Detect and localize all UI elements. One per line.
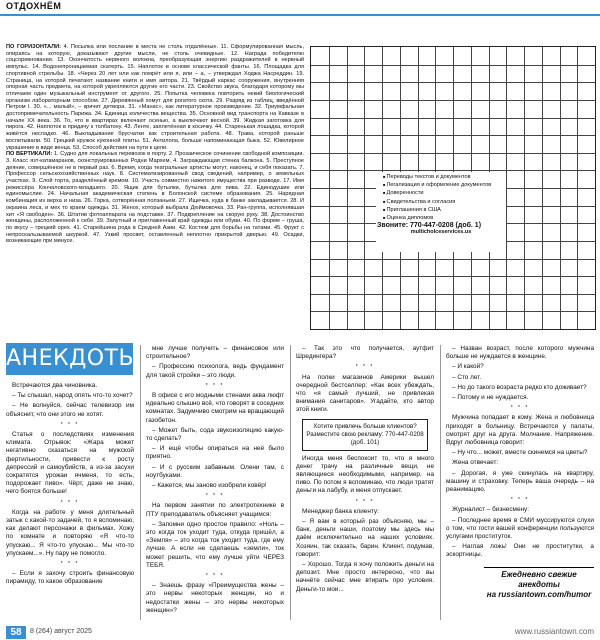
joke-line: – И какой? [452, 363, 484, 371]
ad-item: ■ Приглашения в США [383, 206, 505, 214]
column-divider [440, 345, 441, 620]
joke-line: Жена отвечает: [452, 459, 499, 467]
joke-line: – Не волнуйся, сейчас телевизор им объяснит, что они этого не хотят. [6, 402, 134, 418]
joke-line: – Так это что получается, аутфит Шредингера? [296, 345, 434, 361]
joke-line: – Сто лет. [452, 373, 482, 381]
joke-line: На первом занятии по электротехнике в ПТУ преподаватель объясняет учащимся: [146, 502, 284, 518]
joke-separator: * * * [205, 493, 225, 500]
joke-line: – Потому и не нуждается. [452, 394, 529, 402]
joke-separator: * * * [60, 561, 80, 568]
joke-line: Журналист – бизнесмену: [452, 506, 530, 514]
issue-label: 8 (264) август 2025 [30, 628, 92, 635]
joke-line: – Назван возраст, после которого мужчина больше не нуждается в женщине. [446, 345, 594, 361]
ad-url-link[interactable]: multicholceservices.us [410, 229, 472, 236]
jokes-column-2 [146, 345, 284, 620]
joke-separator: * * * [510, 497, 530, 504]
joke-line: – Знаешь фразу «Преимущества жены – это нервы некоторых женщин, но и недостатки жены – это нервы некоторых женщин»? [146, 582, 284, 614]
joke-line: – Последнее время в СМИ муссируются слухи о том, что гости вашей конференции пользуются услугами проституток. [446, 516, 594, 541]
humor-promo [484, 567, 594, 600]
anekdoty-banner: АНЕКДОТЫ [6, 343, 133, 375]
grid-line [311, 311, 595, 312]
ad-item: ■ Оценка дипломов [383, 214, 505, 222]
joke-line: Встречаются два чиновника. [12, 382, 98, 389]
translation-ad [376, 172, 506, 252]
joke-line: – Хорошо. Тогда я хочу положить деньги на депозит. Мне просто интересно, что вы начнёте сейчас мне втирать про условия. Деньги-то мои... [296, 561, 434, 593]
clues-vertical-text: 1. Судно для локальных перевозок в порту. 2. Прозаическое сочинение свободной композиции. 3. Класс язт-катамаранов, сконструированных Родни Мархем. 4. Заграждающая стенка балкона. 5. Преступное деяние, совершённое не в первый раз. 6. Время, когда театральные артисты могут, наконец, и себя показать. 7. Профессор сельскохозяйственных наук. 8. Систематизированный свод сведений, например, о земельных участках. 9. Слой торта, разделённый кремом. 10. Участь совместно нажитого имущества при разводе. 17. Имя режиссёра Кончаловского-младшего. 20. Ящик для бутылки, бутылка для пива. 22. Единодушие или единомыслие. 24. Начальная академическая степень в Болонской системе образования. 25. Нарядная комбинация из верха и низа. 26. Горка, сотворённая ползаньем. 27. Ищечка, куда в банке закладывается. 28. И окраина леса, и мех то краем одежды. 31. Женох, который выбрала Дюймовочка. 33. Ран-группа, исполнявшая хит «Я свободен». 36. Штатив фотоаппарата на подставке. 37. Подкрепление на скорую руку. 38. Достоинство женщины, расположенной к себе. 39. Запутный и приглаженный край одежды или обуви. 40. По форме – груша, по вкусу – грецкий орех. 41. Старейшина рода в Средней Азии. 42. Костюм для борьбы на татами. 45. Фрукт с непроскальзываемой шкуркой. 47. Узкий просвет, оставленный неплотно прикрытой дверью. 49. Осадки, возникающие при минусе. [6, 151, 304, 245]
joke-line: Статья о последствиях изменения климата. Отрывок: «Жара может негативно сказаться на мужской фертильности, привести к росту депрессий и самоубийств, а из-за засухи сократятся урожаи ячменя, то есть, подорожает пиво». Чёрт, даже не знаю, чего боятся больше! [6, 431, 134, 496]
joke-line: – Я вам в который раз объясняю, мы – банк, деньги наши, поэтому мы здесь мы даём исключительно на наших условиях. Хозяин, так сказать, барин. Клиент, подумав, говорит: [296, 518, 434, 558]
column-divider [140, 345, 141, 620]
grid-line [311, 276, 595, 277]
site-url[interactable]: www.russiantown.com [514, 627, 594, 636]
joke-separator: * * * [205, 382, 225, 389]
joke-separator: * * * [355, 498, 375, 505]
joke-line: В офисе с его модными стенами аква люфт идеально слышно всё, что говорят в соседних комнатах. Задумчиво смотрим на вращающий газобетон. [146, 392, 284, 424]
joke-separator: * * * [510, 405, 530, 412]
joke-separator: * * * [60, 499, 80, 506]
joke-line: Иногда меня беспокоит то, что я много денег трачу на различные вещи, не являющиеся необходимыми, например, на пиво. По потом я вспоминаю, что люди тратят деньги на лабубу, и меня отпускает. [296, 454, 434, 495]
joke-line: Когда на работе у меня длительный затык с какой-то задачей, то я вспоминаю, как делают персонажи в фильмах. Хожу по комнате и повторяю «Я что-то упускаю... Я что-то упускаю... Мы что-то упускаем...». Ну пару не помогло. [6, 508, 134, 557]
joke-line: – И ещё чтобы опираться на неё было приятно. [146, 445, 284, 461]
joke-line: – Кажется, мы заново изобрели ковёр! [152, 482, 267, 490]
jokes-column-4 [446, 345, 594, 563]
advertise-callout: Хотите привлечь больше клиентов? Разместите свою рекламу: 770-447-0208 (доб. 101) [302, 419, 428, 451]
joke-line: – Если я захочу строить финансовую пирамиду, то какое образование [6, 570, 134, 586]
grid-line [311, 118, 595, 119]
clues-horizontal-heading: ПО ГОРИЗОНТАЛИ: [6, 44, 61, 50]
promo-line-1: Ежедневно свежие анекдоты [501, 570, 577, 589]
crossword-clues [6, 44, 304, 344]
grid-line [311, 135, 595, 136]
section-label: ОТДОХНЁМ [6, 1, 62, 11]
joke-separator: * * * [60, 421, 80, 428]
promo-link[interactable]: на russiantown.com/humor [486, 590, 592, 599]
joke-line: – Наглая ложь! Они не проститутки, а эскортницы. [446, 543, 594, 559]
grid-line [311, 294, 595, 295]
grid-line [311, 65, 595, 66]
ad-phone: Звоните: 770-447-0208 (доб. 1) [377, 222, 482, 230]
ad-item: ■ Доверенности [383, 189, 505, 197]
ad-item: ■ Переводы текстов и документов [383, 173, 505, 181]
grid-line [311, 100, 595, 101]
grid-line [311, 153, 595, 154]
column-divider [290, 345, 291, 620]
grid-line [311, 259, 595, 260]
joke-line: – Ты слышал, народ опять что-то хочет? [12, 392, 133, 400]
joke-separator: * * * [205, 573, 225, 580]
joke-line: Менеджер банка клиенту: [302, 507, 379, 515]
joke-line: – Дорогая, я уже скинулась на квартиру, машину и страховку. Теперь ваша очередь – на реанимацию. [446, 469, 594, 494]
joke-line: – Запомни одно простое правило: «Ноль – это когда ток уходит туда, откуда пришёл, а «Земля» – это когда ток уходит туда, где ему лучше. А если не сделаешь «земли», ток может решить, что ему лучше уйти ЧЕРЕЗ ТЕБЯ. [146, 520, 284, 569]
joke-line: мне лучше получить – финансовое или строительное? [146, 345, 284, 361]
page-number: 58 [6, 626, 26, 639]
joke-line: – Но до такого возраста редко кто доживает? [452, 383, 587, 391]
joke-line: – Ну что... может, вместе скинемся на цветы? [452, 449, 588, 457]
ad-item: ■ Свидетельства и согласия [383, 198, 505, 206]
joke-line: – Профессию психолога, ведь фундамент для такой стройки – это люди. [146, 363, 284, 379]
joke-line: – И с русским забавным. Олени там, с ноутбуками. [146, 463, 284, 479]
grid-line [311, 82, 595, 83]
joke-separator: * * * [355, 364, 375, 371]
joke-line: – Может быть, сода звукоизоляцию какую-то сделать? [146, 426, 284, 443]
clues-vertical-heading: ПО ВЕРТИКАЛИ: [6, 151, 53, 158]
ad-item: ■ Легализация и оформление документов [383, 181, 505, 189]
joke-line: На полки магазинов Америки вышел очередной бестселлер: «Как всех убеждать, что «я самый лучший, не привлекая внимания санитаров». Угадайте, кто автор этой книги. [296, 373, 434, 414]
jokes-column-1 [6, 382, 134, 622]
joke-line: Мужчина попадает в кому. Жена и любовница приходят в больницу. Встречаются у палаты, смотрят друг на друга. Молчание. Напряжение. Вдруг любовница говорит: [446, 414, 594, 447]
jokes-column-3 [296, 345, 434, 620]
section-header-bar [0, 0, 600, 16]
clues-horizontal-text: 4. Посылка или послание в места не столь отдалённые. 11. Сформулированная мысль, опираясь на которую, доказывают другие мысли, не столь очевидные. 12. Награда победителю соцсоревнования. 13. Окончатость нервного волокна, преобразующая энергию раздражителей в нервный импульс. 14. Водонепроницаемая скатерть. 15. Наплоток в основе классической фанты. 16. Площадка для спортивной стрельбы. 18. «Через 20 лет или как помрёт или я, или – а, – утверждал Ходжа Насреддин. 19. Страница, на которой печатают название книги и имя автора. 21. Твёрдый каркас сооружения, внутренняя опорная часть предмета, на которой укрепляются другие его части. 23. Свойство звука, благодаря которому мы отличаем один музыкальный инструмент от другого. 25. Попытка человека повторить некий биологический организм лабораторным способом. 27. Деревянный хомут для рогатого скота. 29. Разряд из таблиц, введённой Петром I. 30. «... малый», – кричит детвора. 31. «Манас», как литературное произведение. 32. Триумфальная достопримечательность Парижа. 34. Единица количества вещества. 35. Основной вид транспорта на Кавказе в начале XX века. 36. То, что в квартирах включают осенью, а выключают весной. 39. Жидкая заготовка для пирога. 42. Наплоток в придачу к толбатону. 43. Ленте, заплетённая в косичку. 44. Старенькая лошадка, которой живётся несладко. 46. Выкладывание брусчатки как строительная работа. 48. Трава, которой раньше воспитывали. 50. Грецкий кружок куконной плиты. 51. Антилопа, больше напоминающая быка. 52. Ювелирное украшение в виде венца. 53. Способ действия на пути к цели. [6, 44, 304, 151]
